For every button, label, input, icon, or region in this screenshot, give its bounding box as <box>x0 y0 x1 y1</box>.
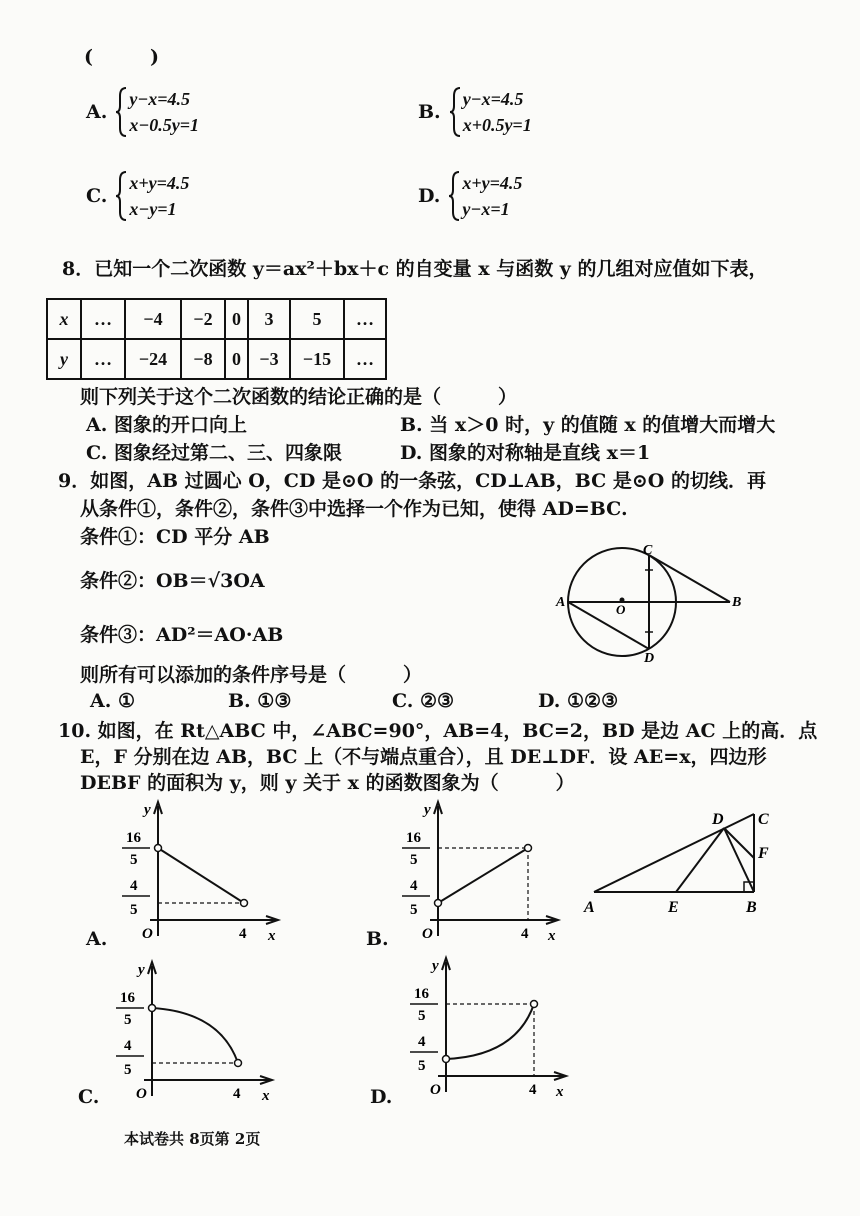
q10-stem-line2: E，F 分别在边 AB，BC 上（不与端点重合），且 DE⊥DF．设 AE=x，四边形 <box>80 746 767 768</box>
graph-curve <box>446 1004 534 1059</box>
origin-label: O <box>142 926 153 942</box>
q9-option-a: A. ① <box>90 690 136 712</box>
segment-df <box>724 828 754 858</box>
q9-stem-line1: 9．如图，AB 过圆心 O，CD 是⊙O 的一条弦，CD⊥AB，BC 是⊙O 的切线．再 <box>58 470 766 492</box>
q9-condition-3: 条件③：AD²＝AO·AB <box>80 624 284 646</box>
q10-option-a-label: A. <box>86 928 108 950</box>
table-cell: … <box>81 299 125 339</box>
x-axis-label: x <box>556 1084 564 1100</box>
table-head-x: x <box>47 299 81 339</box>
table-cell: −4 <box>125 299 181 339</box>
q9-option-b: B. ①③ <box>228 690 292 712</box>
q10-triangle-figure <box>580 810 780 922</box>
fraction-low-denominator: 5 <box>130 902 138 918</box>
table-head-y: y <box>47 339 81 379</box>
x-axis-label: x <box>268 928 276 944</box>
brace-icon <box>449 86 461 138</box>
q9-condition-1: 条件①：CD 平分 AB <box>80 526 270 548</box>
q8-option-d: D. 图象的对称轴是直线 x＝1 <box>400 442 651 464</box>
equation-1: y−x=4.5 <box>462 89 524 109</box>
q8-option-b: B. 当 x＞0 时，y 的值随 x 的值增大而增大 <box>400 414 776 436</box>
q8-option-a: A. 图象的开口向上 <box>86 414 247 436</box>
y-axis-label: y <box>138 962 145 978</box>
y-axis-label: y <box>424 802 431 818</box>
q10-graph-a <box>110 796 290 948</box>
table-cell: −2 <box>181 299 225 339</box>
q10-graph-d <box>398 952 578 1104</box>
table-cell: … <box>344 339 386 379</box>
equation-1: x+y=4.5 <box>462 173 523 193</box>
label-b: B <box>746 899 757 916</box>
q7-answer-paren: ( ) <box>84 46 159 68</box>
q10-stem-line1: 10. 如图，在 Rt△ABC 中，∠ABC=90°，AB=4，BC=2，BD 是边 AC 上的高．点 <box>58 720 818 742</box>
graph-curve <box>438 848 528 903</box>
q10-option-d-label: D. <box>370 1086 393 1108</box>
graph-curve <box>152 1008 238 1063</box>
fraction-top-denominator: 5 <box>130 852 138 868</box>
table-cell: … <box>81 339 125 379</box>
x-axis-label: x <box>262 1088 270 1104</box>
label-d: D <box>712 811 724 828</box>
segment-ad <box>568 602 649 649</box>
option-label: D. <box>418 185 441 207</box>
q8-question: 则下列关于这个二次函数的结论正确的是（ ） <box>80 386 518 408</box>
table-cell: 0 <box>225 339 248 379</box>
segment-de <box>676 828 724 892</box>
equation-1: x+y=4.5 <box>129 173 190 193</box>
q9-option-c: C. ②③ <box>392 690 455 712</box>
option-label: B. <box>418 101 441 123</box>
q10-option-b-label: B. <box>366 928 389 950</box>
fraction-low-numerator: 4 <box>410 878 418 894</box>
y-axis-label: y <box>144 802 151 818</box>
q10-graph-c <box>104 956 284 1108</box>
label-c: C <box>643 543 653 558</box>
equation-2: x+0.5y=1 <box>462 115 532 135</box>
table-cell: −8 <box>181 339 225 379</box>
label-f: F <box>758 845 769 862</box>
table-row-x <box>47 299 386 339</box>
brace-icon <box>448 170 460 222</box>
fraction-top-numerator: 16 <box>120 990 135 1006</box>
y-axis-label: y <box>432 958 439 974</box>
table-cell: 0 <box>225 299 248 339</box>
label-a: A <box>556 595 566 610</box>
q7-option-a <box>86 86 199 138</box>
q9-circle-figure <box>550 540 750 670</box>
q10-option-c-label: C. <box>78 1086 100 1108</box>
x-axis-label: x <box>548 928 556 944</box>
fraction-low-denominator: 5 <box>410 902 418 918</box>
origin-label: O <box>430 1082 441 1098</box>
table-cell: −3 <box>248 339 290 379</box>
fraction-top-numerator: 16 <box>406 830 421 846</box>
label-o: O <box>616 602 626 617</box>
q9-question: 则所有可以添加的条件序号是（ ） <box>80 664 423 686</box>
label-c: C <box>758 811 769 828</box>
q10-stem-line3: DEBF 的面积为 y，则 y 关于 x 的函数图象为（ ） <box>80 772 575 794</box>
fraction-low-numerator: 4 <box>130 878 138 894</box>
segment-ac <box>594 814 754 892</box>
brace-icon <box>115 170 127 222</box>
x-tick-label: 4 <box>521 926 529 942</box>
label-e: E <box>668 899 679 916</box>
table-row-y <box>47 339 386 379</box>
table-cell: 5 <box>290 299 344 339</box>
equation-2: x−0.5y=1 <box>129 115 200 135</box>
q8-values-table <box>46 298 387 380</box>
fraction-top-denominator: 5 <box>410 852 418 868</box>
origin-label: O <box>136 1086 147 1102</box>
equation-2: y−x=1 <box>462 199 510 219</box>
page-footer: 本试卷共 8页第 2页 <box>124 1130 261 1148</box>
fraction-low-denominator: 5 <box>418 1058 426 1074</box>
x-tick-label: 4 <box>233 1086 241 1102</box>
q9-condition-2: 条件②：OB＝√3OA <box>80 570 265 592</box>
equation-1: y−x=4.5 <box>129 89 191 109</box>
q9-option-d: D. ①②③ <box>538 690 619 712</box>
table-cell: 3 <box>248 299 290 339</box>
fraction-low-numerator: 4 <box>418 1034 426 1050</box>
q7-option-d <box>418 170 522 222</box>
fraction-top-numerator: 16 <box>126 830 141 846</box>
equation-2: x−y=1 <box>129 199 177 219</box>
table-cell: … <box>344 299 386 339</box>
fraction-top-numerator: 16 <box>414 986 429 1002</box>
q8-stem: 8．已知一个二次函数 y＝ax²＋bx＋c 的自变量 x 与函数 y 的几组对应值如下表， <box>62 258 768 280</box>
q9-stem-line2: 从条件①，条件②，条件③中选择一个作为已知，使得 AD=BC. <box>80 498 628 520</box>
q7-option-b <box>418 86 532 138</box>
x-tick-label: 4 <box>239 926 247 942</box>
label-a: A <box>584 899 595 916</box>
option-label: A. <box>86 101 108 123</box>
table-cell: −24 <box>125 339 181 379</box>
fraction-low-denominator: 5 <box>124 1062 132 1078</box>
x-tick-label: 4 <box>529 1082 537 1098</box>
tangent-bc <box>649 555 730 602</box>
fraction-low-numerator: 4 <box>124 1038 132 1054</box>
fraction-top-denominator: 5 <box>418 1008 426 1024</box>
q7-option-c <box>86 170 189 222</box>
brace-icon <box>115 86 127 138</box>
option-label: C. <box>86 185 108 207</box>
q10-graph-b <box>390 796 570 948</box>
label-d: D <box>644 651 655 666</box>
graph-curve <box>158 848 244 903</box>
table-cell: −15 <box>290 339 344 379</box>
fraction-top-denominator: 5 <box>124 1012 132 1028</box>
origin-label: O <box>422 926 433 942</box>
q8-option-c: C. 图象经过第二、三、四象限 <box>86 442 343 464</box>
label-b: B <box>732 595 742 610</box>
